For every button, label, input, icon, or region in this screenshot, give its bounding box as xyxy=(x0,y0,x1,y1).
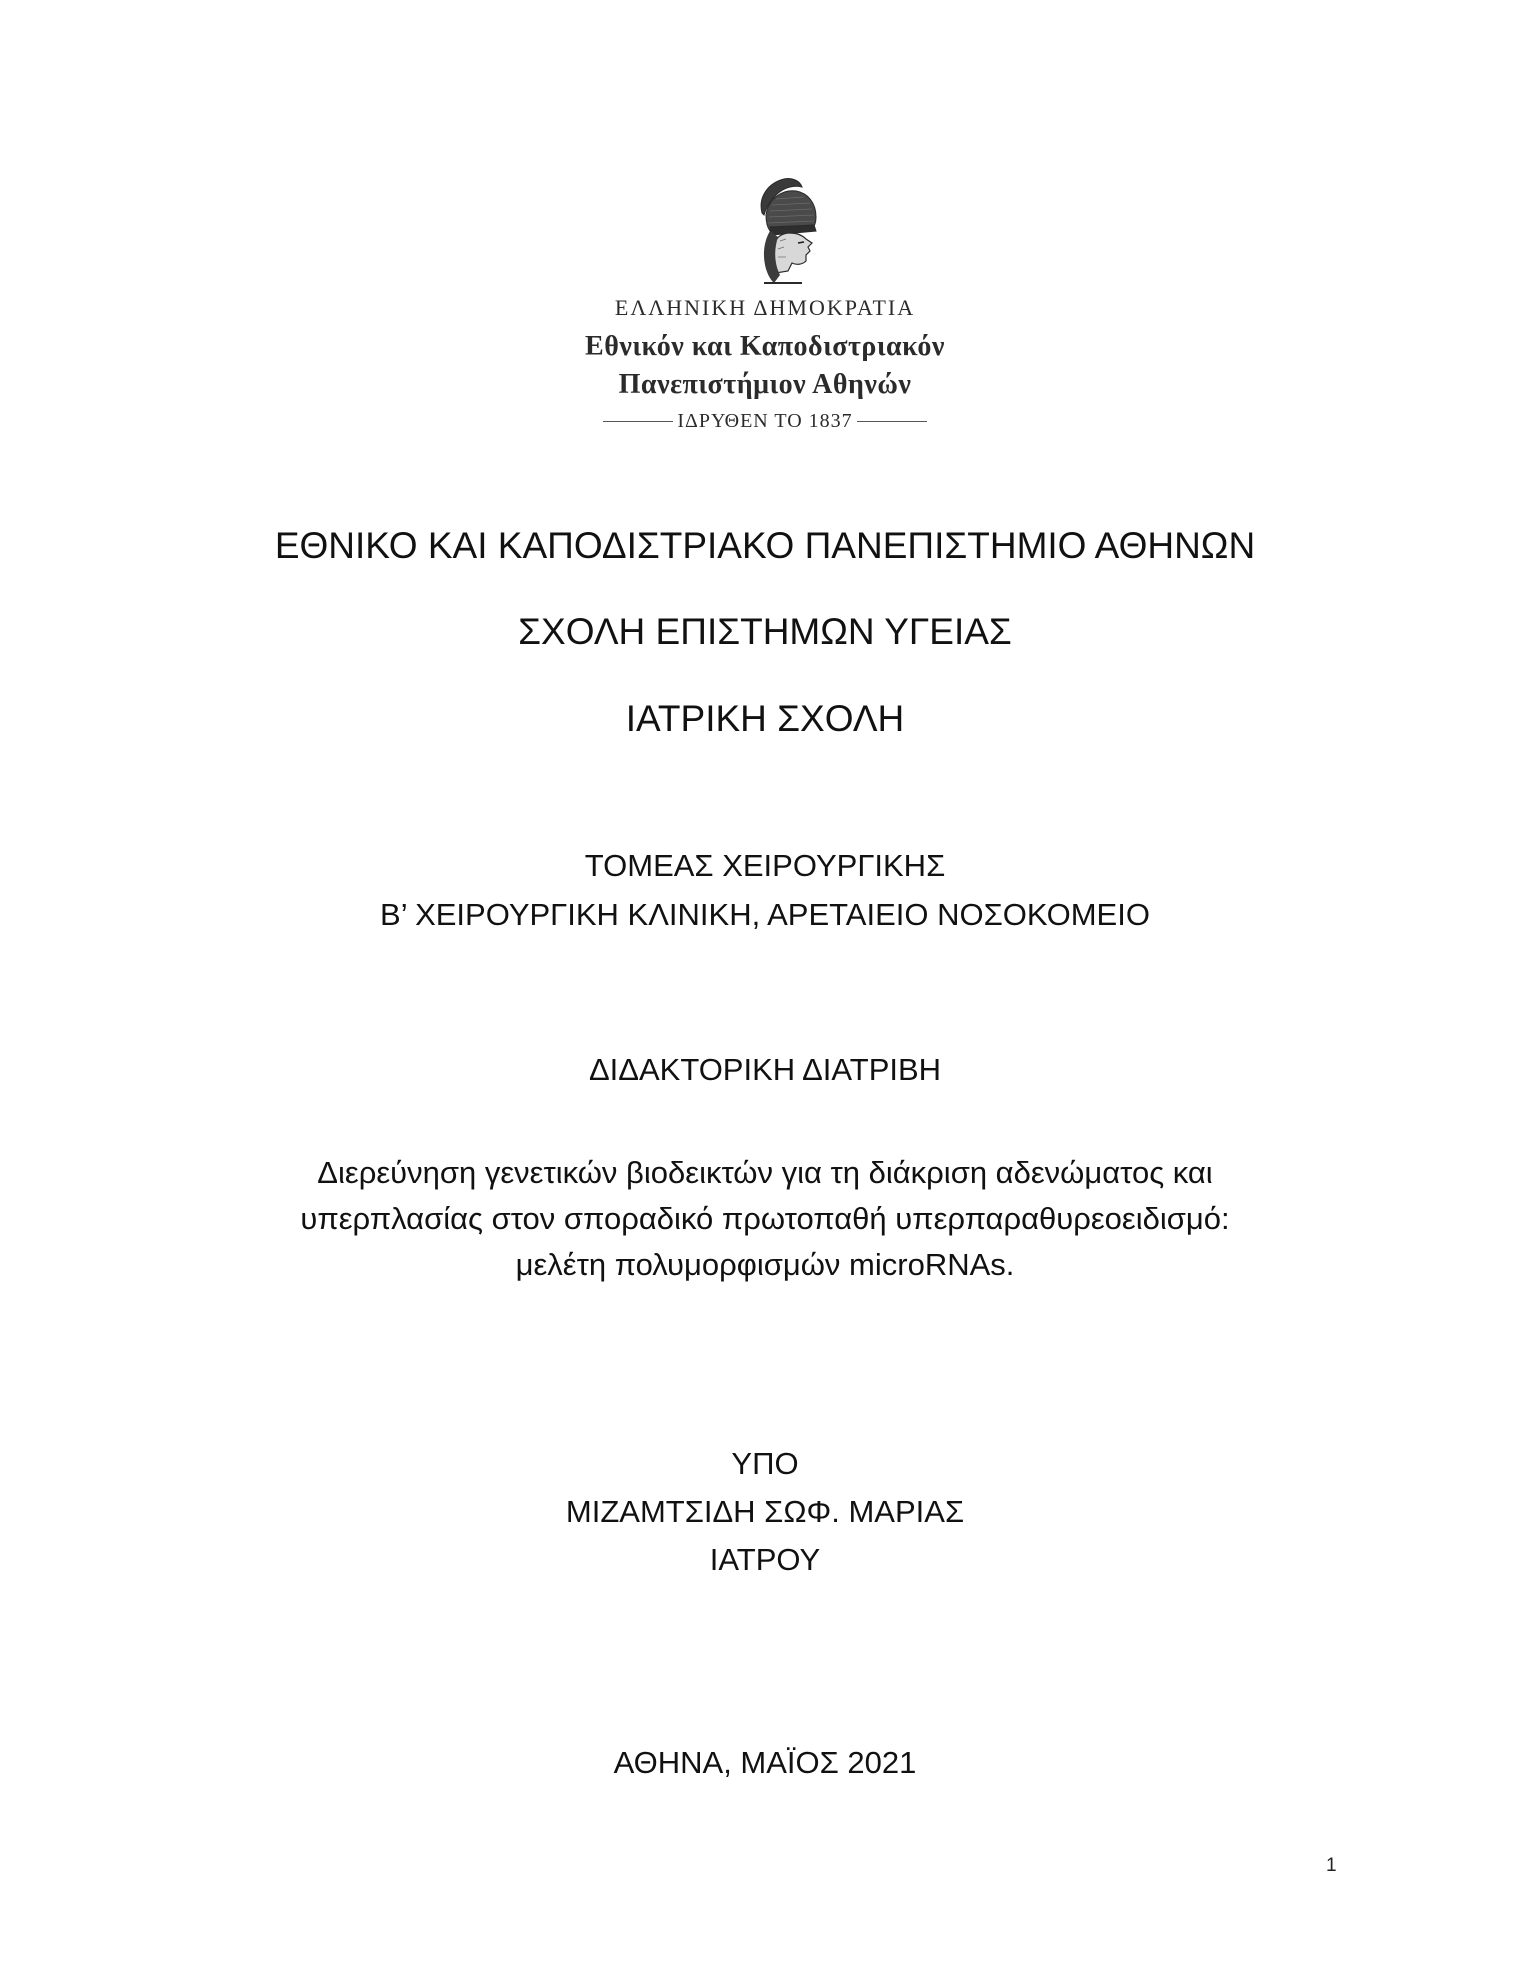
thesis-title xyxy=(150,1150,1380,1288)
logo-founded-row xyxy=(0,410,1530,433)
thesis-title-line: Διερεύνηση γενετικών βιοδεικτών για τη διάκριση αδενώματος και xyxy=(317,1155,1213,1190)
by-label: ΥΠΟ xyxy=(731,1446,799,1481)
author-title: ΙΑΤΡΟΥ xyxy=(709,1542,821,1577)
faculty-name: ΙΑΤΡΙΚΗ ΣΧΟΛΗ xyxy=(625,698,905,739)
department-clinic: Β’ ΧΕΙΡΟΥΡΓΙΚΗ ΚΛΙΝΙΚΗ, ΑΡΕΤΑΙΕΙΟ ΝΟΣΟΚΟΜΕΙΟ xyxy=(380,897,1150,932)
thesis-title-line: μελέτη πολυμορφισμών microRNAs. xyxy=(515,1247,1015,1282)
logo-republic-text: ΕΛΛΗΝΙΚΗ ΔΗΜΟΚΡΑΤΙΑ xyxy=(614,295,916,320)
logo-right-rule xyxy=(857,421,927,422)
logo-university-line-2: Πανεπιστήμιον Αθηνών xyxy=(618,369,912,400)
logo-university-line-1: Εθνικόν και Καποδιστριακόν xyxy=(585,331,945,362)
school-name: ΣΧΟΛΗ ΕΠΙΣΤΗΜΩΝ ΥΓΕΙΑΣ xyxy=(518,611,1012,652)
thesis-type: ΔΙΔΑΚΤΟΡΙΚΗ ΔΙΑΤΡΙΒΗ xyxy=(588,1052,942,1087)
logo-founded-text: ΙΔΡΥΘΕΝ ΤΟ 1837 xyxy=(677,410,853,432)
logo-left-rule xyxy=(603,421,673,422)
department-sector: ΤΟΜΕΑΣ ΧΕΙΡΟΥΡΓΙΚΗΣ xyxy=(584,848,946,883)
athena-emblem-icon xyxy=(740,175,832,290)
university-name: ΕΘΝΙΚΟ ΚΑΙ ΚΑΠΟΔΙΣΤΡΙΑΚΟ ΠΑΝΕΠΙΣΤΗΜΙΟ ΑΘΗΝΩΝ xyxy=(274,525,1256,566)
author-name: ΜΙΖΑΜΤΣΙΔΗ ΣΩΦ. ΜΑΡΙΑΣ xyxy=(565,1494,965,1529)
thesis-title-line: υπερπλασίας στον σποραδικό πρωτοπαθή υπερπαραθυρεοειδισμό: xyxy=(300,1201,1230,1236)
page-number: 1 xyxy=(1326,1855,1337,1876)
place-date: ΑΘΗΝΑ, ΜΑΪΟΣ 2021 xyxy=(613,1745,917,1780)
